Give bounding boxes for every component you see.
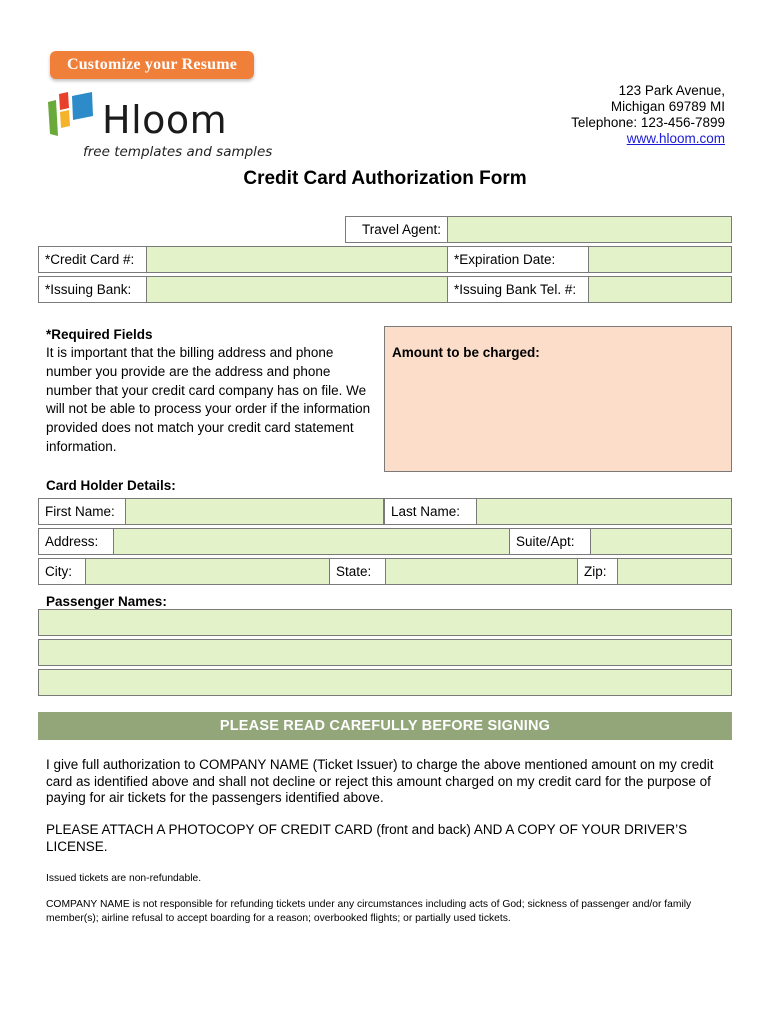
address-label: Address: [38, 528, 114, 555]
required-fields-text: It is important that the billing address and phone number you provide are the address and phone number that your credit card company has on file. We will not be able to process your order if the information provided does not match your credit card statement information. [46, 345, 371, 454]
issuing-bank-field[interactable] [146, 276, 448, 303]
zip-label: Zip: [577, 558, 618, 585]
suite-apt-field[interactable] [590, 528, 732, 555]
form-title: Credit Card Authorization Form [243, 168, 527, 189]
issuing-bank-label: *Issuing Bank: [38, 276, 147, 303]
logo-tagline: free templates and samples [83, 144, 273, 160]
last-name-field[interactable] [476, 498, 732, 525]
travel-agent-label: Travel Agent: [345, 216, 448, 243]
expiration-date-label: *Expiration Date: [447, 246, 589, 273]
suite-apt-label: Suite/Apt: [509, 528, 591, 555]
state-field[interactable] [385, 558, 578, 585]
customize-resume-button[interactable]: Customize your Resume [50, 51, 254, 79]
passenger-names-label: Passenger Names: [46, 594, 167, 609]
city-field[interactable] [85, 558, 330, 585]
travel-agent-field[interactable] [447, 216, 732, 243]
hloom-logo-icon [46, 92, 94, 140]
telephone: Telephone: 123-456-7899 [571, 115, 725, 130]
attach-copy-text: PLEASE ATTACH A PHOTOCOPY OF CREDIT CARD (front and back) AND A COPY OF YOUR DRIVER’S LICENSE. [46, 822, 688, 854]
address-line-1: 123 Park Avenue, [618, 83, 725, 98]
zip-field[interactable] [617, 558, 732, 585]
first-name-label: First Name: [38, 498, 126, 525]
read-carefully-heading: PLEASE READ CAREFULLY BEFORE SIGNING [38, 712, 732, 740]
passenger-name-field-2[interactable] [38, 639, 732, 666]
address-field[interactable] [113, 528, 510, 555]
city-label: City: [38, 558, 86, 585]
credit-card-label: *Credit Card #: [38, 246, 147, 273]
expiration-date-field[interactable] [588, 246, 732, 273]
authorization-text: I give full authorization to COMPANY NAME (Ticket Issuer) to charge the above mentioned amount on my credit card as identified above and shall not decline or reject this amount charged on my credit card for the purpose of paying for air tickets for the passengers identified above. [46, 757, 714, 805]
issuing-bank-tel-label: *Issuing Bank Tel. #: [447, 276, 589, 303]
card-holder-section-label: Card Holder Details: [46, 478, 176, 493]
state-label: State: [329, 558, 386, 585]
issuing-bank-tel-field[interactable] [588, 276, 732, 303]
disclaimer-text: COMPANY NAME is not responsible for refunding tickets under any circumstances including acts of God; sickness of passenger and/or family member(s); airline refusal to accept boarding for a reason; overbooked flights; or partially used tickets. [46, 899, 692, 924]
website-link[interactable]: www.hloom.com [626, 131, 725, 146]
credit-card-field[interactable] [146, 246, 448, 273]
required-fields-title: *Required Fields [46, 327, 153, 342]
last-name-label: Last Name: [384, 498, 477, 525]
first-name-field[interactable] [125, 498, 384, 525]
passenger-name-field-3[interactable] [38, 669, 732, 696]
logo-wordmark: Hloom [102, 98, 228, 142]
address-line-2: Michigan 69789 MI [610, 99, 725, 114]
passenger-name-field-1[interactable] [38, 609, 732, 636]
non-refundable-text: Issued tickets are non-refundable. [46, 873, 202, 884]
amount-label: Amount to be charged: [392, 345, 540, 360]
